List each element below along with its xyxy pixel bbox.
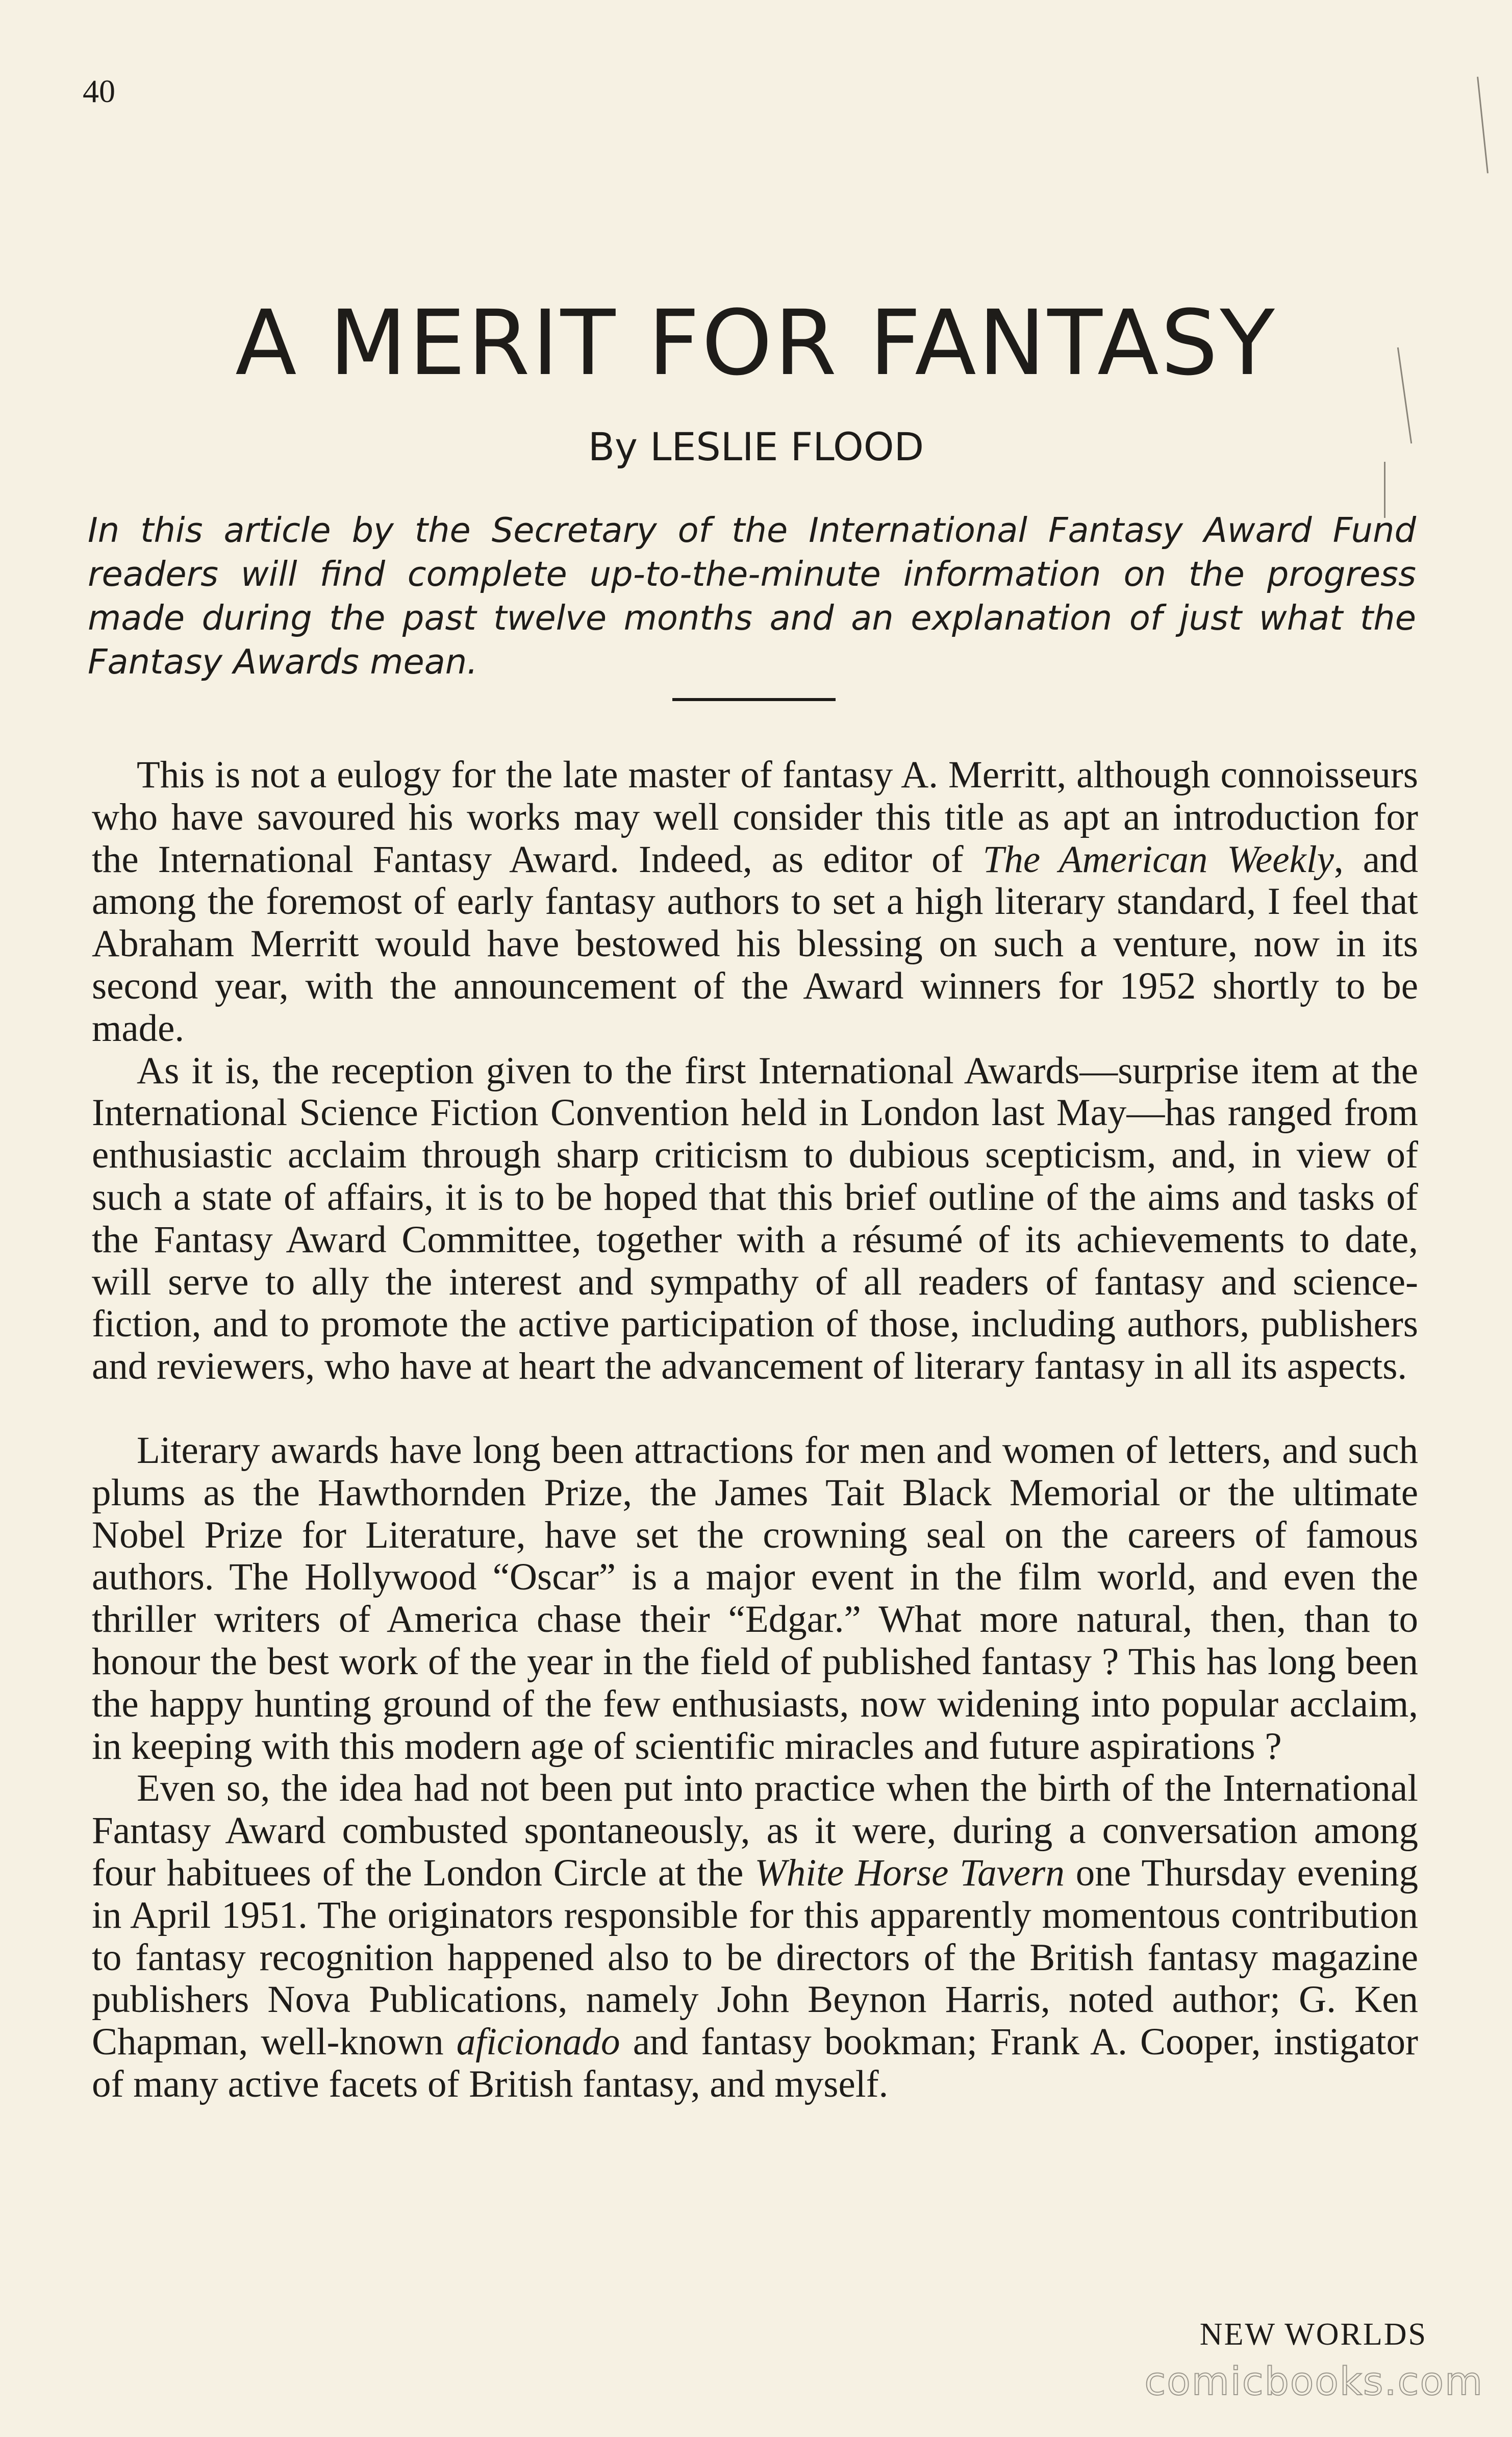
paragraph-2: As it is, the reception given to the first International Awards—surprise item at the International Science Fiction Convention held in London last May—has ranged from enthusiastic acclaim through sharp criticism to dubious scepticism, and, in view of such a state of affairs, it is to be hoped that this brief outline of the aims and tasks of the Fantasy Award Committee, together with a résumé of its achievements to date, will serve to ally the interest and sympathy of all readers of fantasy and science-fiction, and to promote the active participation of those, including authors, publishers and reviewers, who have at heart the advancement of literary fantasy in all its aspects. (92, 1049, 1418, 1388)
page-number: 40 (83, 73, 115, 109)
intro-standfirst: In this article by the Secretary of the International Fantasy Award Fund readers will find complete up-to-the-minute information on the progress made during the past twelve months and an explanation of just what the Fantasy Awards mean. (88, 510, 1416, 682)
paragraph-1-italic-title: The American Weekly (982, 838, 1334, 881)
paragraph-4-text-a: Even so, the idea had not been put into practice when the birth of the International Fantasy Award combusted spontaneously, as it were, during a conversation among four habituees of the London Circle at the (92, 1767, 1418, 1894)
paragraph-4 (92, 1768, 1418, 2105)
paragraph-4-text-c: and fantasy bookman; Frank A. Cooper, instigator of many active facets of British fantasy, and myself. (92, 2021, 1418, 2105)
byline: By LESLIE FLOOD (588, 424, 924, 469)
paragraph-4-text-b: one Thursday evening in April 1951. The originators responsible for this apparently momentous contribution to fantasy recognition happened also to be directors of the British fantasy magazine publishers Nova Publications, namely John Beynon Harris, noted author; G. Ken Chapman, well-known (92, 1851, 1418, 2063)
paragraph-4-italic-term: aficionado (456, 2021, 620, 2063)
paragraph-1-text-a: This is not a eulogy for the late master of fantasy A. Merritt, although connoisseurs who have savoured his works may well consider this title as apt an introduction for the International Fantasy Award. Indeed, as editor of (92, 754, 1418, 881)
paragraph-4-italic-place: White Horse Tavern (754, 1851, 1065, 1894)
article-body (92, 754, 1418, 2106)
paragraph-3: Literary awards have long been attractions for men and women of letters, and such plums as the Hawthornden Prize, the James Tait Black Memorial or the ultimate Nobel Prize for Literature, have set the crowning seal on the careers of famous authors. The Hollywood “Oscar” is a major event in the film world, and even the thriller writers of America chase their “Edgar.” What more natural, then, than to honour the best work of the year in the field of published fantasy ? This has long been the happy hunting ground of the few enthusiasts, now widening into popular acclaim, in keeping with this modern age of scientific miracles and future aspirations ? (92, 1429, 1418, 1768)
paragraph-1-text-b: , and among the foremost of early fantasy authors to set a high literary standard, I feel that Abraham Merritt would have bestowed his blessing on such a venture, now in its second year, with the announcement of the Award winners for 1952 shortly to be made. (92, 838, 1418, 1050)
right-edge-mark-1 (1477, 77, 1489, 173)
paragraph-1 (92, 754, 1418, 1050)
watermark: comicbooks.com (1144, 2358, 1483, 2404)
article-title: A MERIT FOR FANTASY (235, 291, 1277, 395)
section-divider (672, 698, 836, 701)
footer-magazine-name: NEW WORLDS (1199, 2317, 1427, 2352)
